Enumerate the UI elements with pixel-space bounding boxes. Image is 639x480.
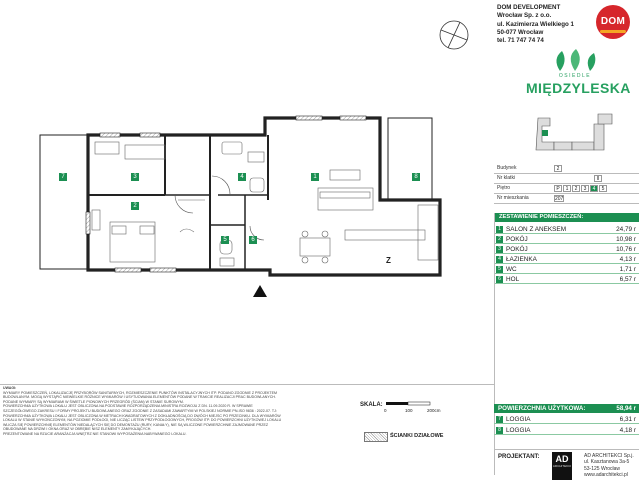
- room-label-5: 5: [221, 236, 229, 244]
- designer-line: www.adarchitekci.pl: [584, 472, 628, 479]
- scale-label: SKALA:: [360, 402, 383, 408]
- apartment-number-label: Nr mieszkania: [497, 195, 529, 201]
- room-row: [494, 245, 639, 254]
- notes-line: WYMIARY POMIESZCZEŃ, LOKALIZACJĘ PRZYBORÓW SANITARNYCH, ROZMIESZCZENIE PUNKTÓW INSTALACYJNYCH ITP. PODANO ZGODNIE Z PROJEKTEM: [3, 390, 278, 395]
- notes-line: WLICZA SIĘ POWIERZCHNIĘ ELEMENTÓW NIEDALĄCYCH SIĘ DO DEMONTAŻU (RURY, KANAŁY), NIE SĄ WLICZONE POWIERZCHNIE ZAJMOWANE PRZEZ: [3, 422, 269, 427]
- stair-label: Nr klatki: [497, 175, 516, 181]
- room-number: 6: [496, 276, 503, 283]
- designer-line: AD ARCHITEKCI Sp.j.: [584, 453, 634, 459]
- room-name: SALON Z ANEKSEM: [506, 226, 567, 233]
- usable-area-label: POWIERZCHNIA UŻYTKOWA:: [498, 405, 586, 412]
- loggia-number: 7: [496, 416, 503, 423]
- notes-title: UWAGI:: [3, 386, 17, 390]
- floor-cell: 1: [563, 185, 571, 192]
- room-label-4: 4: [238, 173, 246, 181]
- loggia-number: 8: [496, 427, 503, 434]
- developer-line: Wrocław Sp. z o.o.: [497, 12, 552, 20]
- room-label-1: 1: [311, 173, 319, 181]
- room-area: 4,13 r: [619, 256, 636, 263]
- room-label-7: 7: [59, 173, 67, 181]
- notes: [3, 386, 355, 437]
- room-label-3: 3: [131, 173, 139, 181]
- designer-line: ul. Kasztanowa 3a-5: [584, 459, 630, 466]
- room-name: POKÓJ: [506, 236, 528, 243]
- designer-info: [584, 453, 634, 479]
- loggia-row: [494, 426, 639, 435]
- loggia-7-outline: [40, 135, 88, 269]
- notes-line: OBUDOWANE NA DRZWI I OKNA ORAZ W OBRĘBIE NISZ ELEMENTY ZAMYKAJĄCYCH.: [3, 427, 152, 432]
- notes-line: PREZENTOWANE NA RZUCIE ARANŻACJA WNĘTRZ NIE STANOWI WYPOSAŻENIA NABYWANEGO LOKALU.: [3, 431, 187, 436]
- floor-cell: P: [554, 185, 562, 192]
- developer-line: tel. 71 747 74 74: [497, 37, 544, 45]
- room-area: 6,57 r: [619, 276, 636, 283]
- usable-area-bar: [494, 404, 639, 413]
- room-row: [494, 235, 639, 244]
- floor-cell: 2: [572, 185, 580, 192]
- usable-area-value: 58,94 r: [616, 405, 636, 412]
- developer-line: ul. Kazimierza Wielkiego 1: [497, 20, 574, 28]
- loggia-name: LOGGIA: [506, 427, 531, 434]
- room-number: 2: [496, 236, 503, 243]
- floor-cell: 5: [599, 185, 607, 192]
- room-name: ŁAZIENKA: [506, 256, 537, 263]
- room-number: 1: [496, 226, 503, 233]
- scale-tick: 100: [405, 408, 413, 413]
- site-map: [532, 112, 618, 158]
- loggia-name: LOGGIA: [506, 416, 531, 423]
- dom-logo-text: DOM: [600, 16, 626, 27]
- loggia-area: 6,31 r: [619, 416, 636, 423]
- dom-logo: [596, 5, 630, 39]
- room-area: 24,79 r: [616, 226, 636, 233]
- ad-architekci-logo: [552, 452, 572, 480]
- notes-line: PODANE WYMIARY SĄ WYMIARAMI W ŚWIETLE PIONOWYCH PRZEGRÓD (ŚCIAN) W STANIE SUROWYM.: [3, 399, 184, 404]
- ad-logo-text: AD: [555, 454, 569, 464]
- room-area: 1,71 r: [619, 266, 636, 273]
- rooms-header: ZESTAWIENIE POMIESZCZEŃ:: [494, 213, 639, 222]
- room-name: HOL: [506, 276, 520, 283]
- room-number: 4: [496, 256, 503, 263]
- plan-z-marker: Z: [386, 256, 391, 265]
- room-label-8: 8: [412, 173, 420, 181]
- notes-line: BUDOWLANYM. MOGĄ WYSTĄPIĆ NIEWIELKIE RÓŻNICE WYMIARÓW I USYTUOWANIA ELEMENTÓW PODANE W TRAKCIE REALIZACJI PRAC BUDOWLANYCH.: [3, 395, 276, 400]
- floor-cell: 3: [581, 185, 589, 192]
- building-label: Budynek: [497, 165, 517, 171]
- entrance-arrow: [253, 285, 267, 297]
- floor-label: Piętro: [497, 185, 511, 191]
- developer-info: [497, 4, 574, 45]
- legend-label: ŚCIANKI DZIAŁOWE: [390, 433, 444, 439]
- room-row: [494, 225, 639, 234]
- notes-line: SZCZEGÓŁOWEGO ZAKRESU I FORMY PROJEKTU BUDOWLANEGO ORAZ ZGODNIE Z ZASADAMI ZAWARTYMI W POLSKIEJ NORMIE PN-ISO 9836 : 2022-07. TJ:: [3, 408, 277, 413]
- leaf-icon: [546, 49, 604, 73]
- estate-small-label: OSIEDLE: [558, 73, 592, 79]
- notes-line: POWIERZCHNIA UŻYTKOWA LOKALU JEST OBLICZONA W METRACH KWADRATOWYCH Z DOKŁADNOŚCIĄ DO DWÓCH MIEJSC PO PRZECINKU. DLA WYMIARÓW: [3, 413, 281, 418]
- stair-value: II: [594, 175, 602, 182]
- building-value: 2: [554, 165, 562, 172]
- room-number: 5: [496, 266, 503, 273]
- loggia-area: 4,18 r: [619, 427, 636, 434]
- scale-tick: 200cm: [427, 408, 441, 413]
- developer-line: DOM DEVELOPMENT: [497, 4, 561, 11]
- room-label-2: 2: [131, 202, 139, 210]
- room-area: 10,98 r: [616, 236, 636, 243]
- loggia-row: [494, 415, 639, 424]
- designer-label: PROJEKTANT:: [498, 454, 540, 460]
- room-number: 3: [496, 246, 503, 253]
- room-name: POKÓJ: [506, 246, 528, 253]
- ad-logo-sub: ARCHITEKCI: [552, 464, 572, 468]
- notes-line: LOKALU W STANIE WYKOŃCZONYM, NA POZIOMIE PODŁOGI, NIE LICZĄC LISTEW PRZYPODŁOGOWYCH, PROGÓW ITP. DO POWIERZCHNI UŻYTKOWEJ LOKALU: [3, 418, 282, 423]
- room-row: [494, 265, 639, 274]
- compass-icon: [437, 18, 471, 52]
- partition-wall-swatch: [364, 432, 388, 442]
- designer-line: 53-125 Wrocław: [584, 465, 621, 472]
- developer-line: 50-077 Wrocław: [497, 28, 544, 36]
- scale-tick: 0: [384, 408, 387, 413]
- room-area: 10,76 r: [616, 246, 636, 253]
- apartment-number-value: 207: [555, 196, 564, 202]
- room-row: [494, 255, 639, 264]
- estate-name: MIĘDZYLESKA: [526, 80, 631, 96]
- room-row: [494, 275, 639, 284]
- notes-line: POWIERZCHNIA UŻYTKOWA LOKALU JEST OBLICZONA NA PODSTAWIE ROZPORZĄDZENIA MINISTRA ROZWOJU Z DN. 11.09.2020 R. W SPRAWIE: [3, 404, 253, 409]
- floor-cell-current: 4: [590, 185, 598, 192]
- room-name: WC: [506, 266, 517, 273]
- room-label-6: 6: [249, 236, 257, 244]
